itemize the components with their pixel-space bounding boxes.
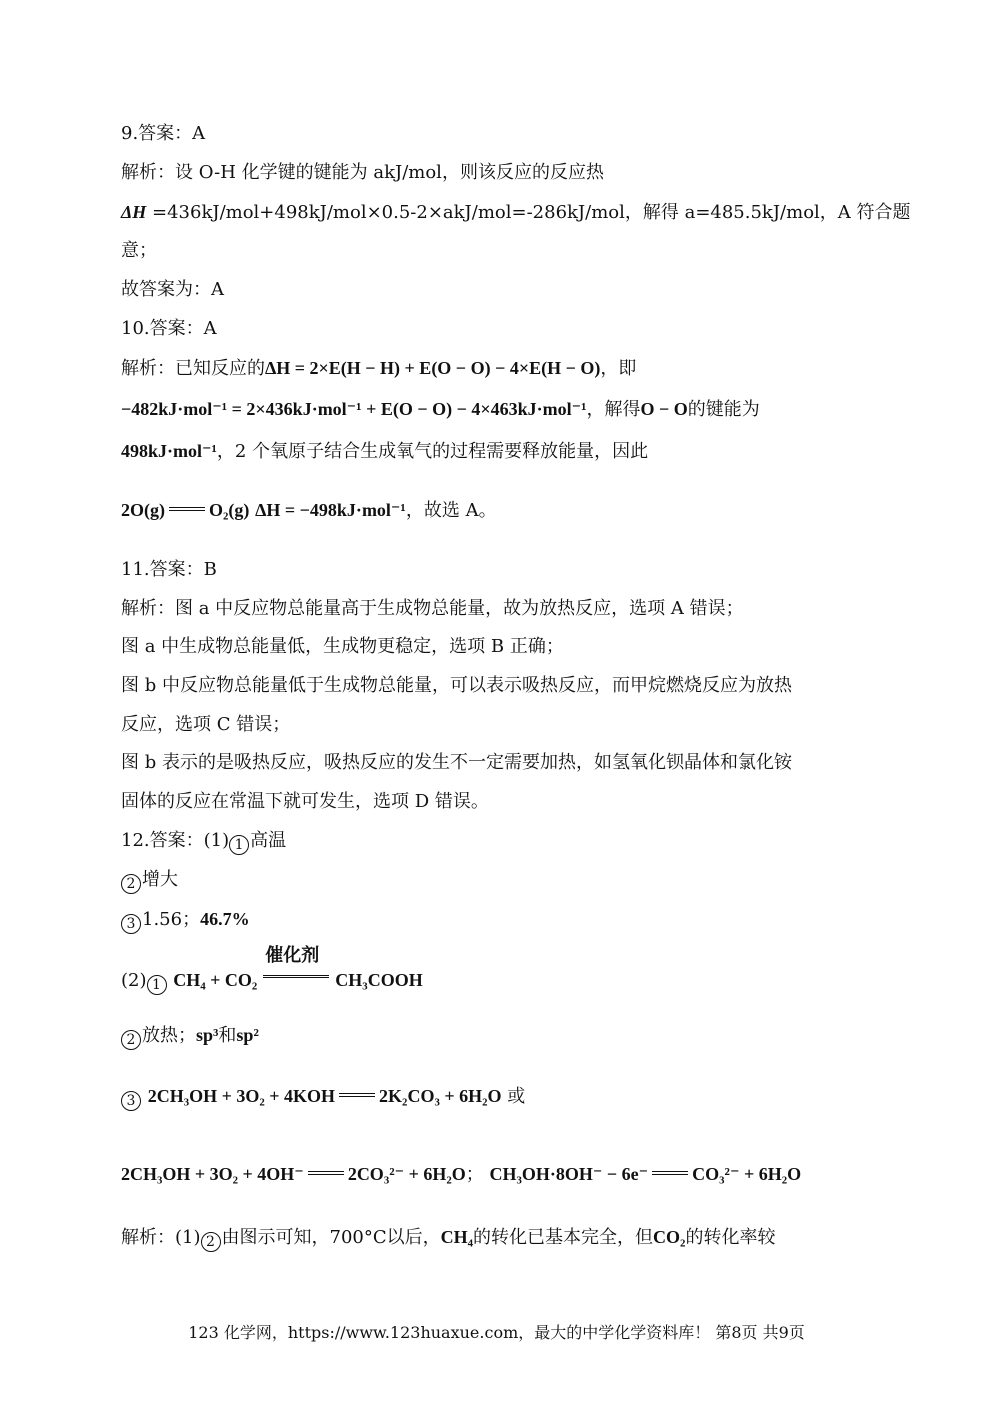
q12-answer-2-1: (2) 1 CH₄ + CO₂ 催化剂 CH₃COOH [121, 945, 423, 993]
q12-answer-1-3: 3 1.56；46.7% [121, 907, 250, 934]
q10-answer: 10.答案：A [121, 318, 217, 339]
q10-equation-1: ΔH = 2×E(H − H) + E(O − O) − 4×E(H − O) [265, 358, 601, 378]
circled-number: 1 [147, 975, 167, 995]
q10-analysis-line2: −482kJ·mol⁻¹ = 2×436kJ·mol⁻¹ + E(O − O) − 4×463kJ·mol⁻¹，解得O − O的键能为 [121, 399, 760, 420]
circled-number: 2 [121, 1030, 141, 1050]
q11-line: 反应，选项 C 错误； [121, 714, 291, 735]
double-arrow-line [308, 1171, 344, 1175]
q10-analysis-line1: 解析：已知反应的ΔH = 2×E(H − H) + E(O − O) − 4×E(H − O)，即 [121, 358, 637, 379]
circled-number: 1 [229, 835, 249, 855]
q10-bond-energy: 498kJ·mol⁻¹ [121, 441, 217, 461]
q9-conclusion: 故答案为：A [121, 279, 224, 300]
q11-answer: 11.答案：B [121, 559, 217, 580]
circled-number: 2 [121, 874, 141, 894]
q9-analysis-line2: ΔH =436kJ/mol+498kJ/mol×0.5-2×akJ/mol=-286kJ/mol，解得 a=485.5kJ/mol，A 符合题 [121, 202, 911, 223]
q12-analysis-line1: 解析：(1) 2 由图示可知，700°C以后，CH₄的转化已基本完全，但CO₂的转化率较 [121, 1227, 776, 1250]
q9-answer: 9.答案：A [121, 123, 206, 144]
circled-number: 3 [121, 914, 141, 934]
q9-delta-h: ΔH [121, 202, 147, 222]
q11-line: 图 b 中反应物总能量低于生成物总能量，可以表示吸热反应，而甲烷燃烧反应为放热 [121, 675, 792, 696]
q9-analysis-line3: 意； [121, 240, 157, 261]
q11-line: 固体的反应在常温下就可发生，选项 D 错误。 [121, 791, 489, 812]
q11-line: 解析：图 a 中反应物总能量高于生成物总能量，故为放热反应，选项 A 错误； [121, 598, 744, 619]
catalyst-arrow: 催化剂 [263, 964, 329, 988]
q10-analysis-line3: 498kJ·mol⁻¹，2 个氧原子结合生成氧气的过程需要释放能量，因此 [121, 441, 649, 462]
q10-equation-3: 2O(g) O₂(g) ΔH = −498kJ·mol⁻¹，故选 A。 [121, 500, 497, 521]
double-arrow-line [652, 1171, 688, 1175]
q10-equation-2: −482kJ·mol⁻¹ = 2×436kJ·mol⁻¹ + E(O − O) − 4×463kJ·mol⁻¹ [121, 399, 587, 419]
q12-answer-1-2: 2 增大 [121, 868, 178, 894]
double-arrow-line [339, 1093, 375, 1097]
q12-answer-2-2: 2 放热；sp³和sp² [121, 1023, 259, 1050]
circled-number: 3 [121, 1091, 141, 1111]
circled-number: 2 [201, 1232, 221, 1252]
q11-line: 图 a 中生成物总能量低，生成物更稳定，选项 B 正确； [121, 636, 564, 657]
q12-equations-ion: 2CH₃OH + 3O₂ + 4OH⁻ 2CO₃²⁻ + 6H₂O； CH₃OH·8OH⁻ − 6e⁻ CO₃²⁻ + 6H₂O [121, 1164, 802, 1185]
q12-answer-1-1: 12.答案：(1) 1 高温 [121, 830, 287, 853]
q12-answer-2-3: 3 2CH₃OH + 3O₂ + 4KOH 2K₂CO₃ + 6H₂O 或 [121, 1084, 525, 1111]
q9-analysis-line1: 解析：设 O-H 化学键的键能为 akJ/mol，则该反应的反应热 [121, 162, 604, 183]
q11-line: 图 b 表示的是吸热反应，吸热反应的发生不一定需要加热，如氢氧化钡晶体和氯化铵 [121, 752, 792, 773]
page-footer: 123 化学网，https://www.123huaxue.com，最大的中学化学资料库！ 第8页 共9页 [188, 1323, 805, 1342]
double-arrow-line [169, 507, 205, 511]
